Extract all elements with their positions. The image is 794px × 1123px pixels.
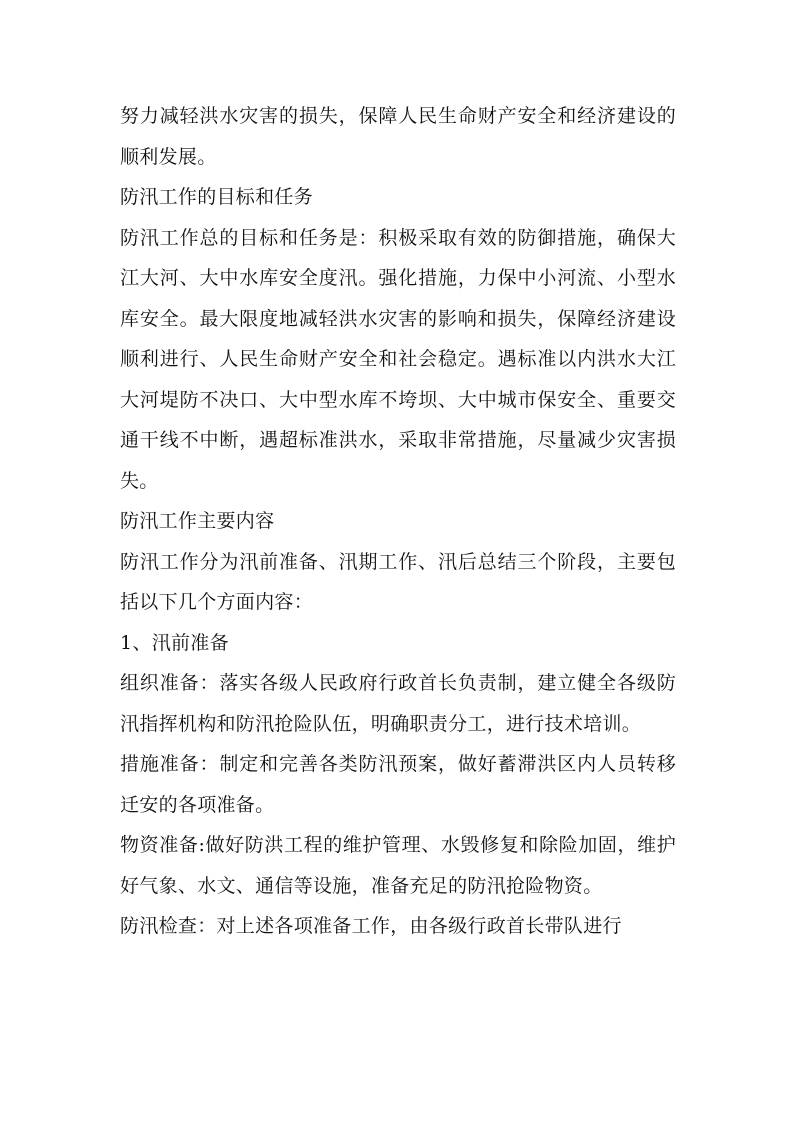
paragraph-measures-preparation: 措施准备：制定和完善各类防汛预案，做好蓄滞洪区内人员转移迁安的各项准备。	[120, 753, 676, 816]
paragraph-main-content: 防汛工作分为汛前准备、汛期工作、汛后总结三个阶段，主要包括以下几个方面内容：	[120, 550, 676, 613]
paragraph-goals-and-tasks: 防汛工作总的目标和任务是：积极采取有效的防御措施，确保大江大河、大中水库安全度汛。强化措施，力保中小河流、小型水库安全。最大限度地减轻洪水灾害的影响和损失，保障经济建设顺利进行、人民生命财产安全和社会稳定。遇标准以内洪水大江大河堤防不决口、大中型水库不垮坝、大中城市保安全、重要交通干线不中断，遇超标准洪水，采取非常措施，尽量减少灾害损失。	[120, 226, 676, 492]
paragraph-intro: 努力减轻洪水灾害的损失，保障人民生命财产安全和经济建设的顺利发展。	[120, 105, 676, 168]
paragraph-flood-inspection: 防汛检查：对上述各项准备工作，由各级行政首长带队进行	[120, 915, 622, 937]
document-body	[120, 96, 676, 947]
heading-main-content: 防汛工作主要内容	[120, 510, 275, 532]
heading-pre-flood-preparation: 1、汛前准备	[120, 631, 229, 654]
paragraph-organization-preparation: 组织准备：落实各级人民政府行政首长负责制，建立健全各级防汛指挥机构和防汛抢险队伍，明确职责分工，进行技术培训。	[120, 672, 676, 735]
paragraph-materials-preparation: 物资准备:做好防洪工程的维护管理、水毁修复和除险加固，维护好气象、水文、通信等设施，准备充足的防汛抢险物资。	[120, 834, 676, 897]
heading-goals-and-tasks: 防汛工作的目标和任务	[120, 186, 314, 208]
